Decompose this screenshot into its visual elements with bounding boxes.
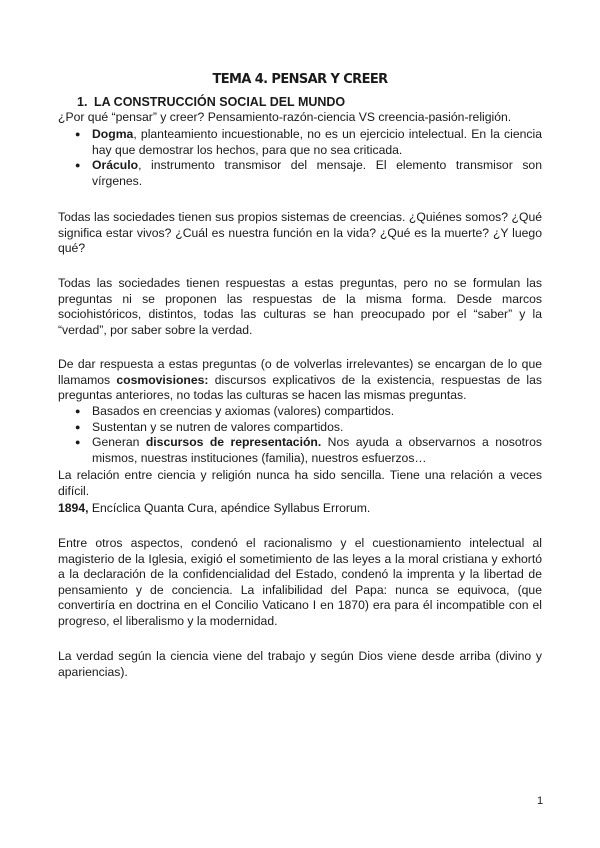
page-title: TEMA 4. PENSAR Y CREER — [212, 72, 388, 87]
list-item-text: Nos ayuda a observarnos a nosotros mismos, nuestras instituciones (familia), nuestros esfuerzos… — [92, 435, 542, 465]
list-item-term: Dogma — [92, 127, 134, 141]
intro-paragraph: ¿Por qué “pensar” y creer? Pensamiento-razón-ciencia VS creencia-pasión-religión. — [58, 110, 512, 124]
paragraph-truth: La verdad según la ciencia viene del trabajo y según Dios viene desde arriba (divino y apariencias). — [58, 649, 542, 679]
paragraph-text: Encíclica Quanta Cura, apéndice Syllabus Errorum. — [88, 501, 371, 515]
list-item-text: , planteamiento incuestionable, no es un ejercicio intelectual. En la ciencia hay que demostrar los hechos, para que no sea criticada. — [92, 127, 542, 157]
paragraph-text: discursos explicativos de la existencia, respuestas de las preguntas anteriores, no todas las culturas se hacen las mismas preguntas. — [58, 372, 542, 403]
list-item-text: Generan — [92, 435, 146, 450]
paragraph-cosmovisions — [58, 357, 542, 404]
paragraph-science-religion: La relación entre ciencia y religión nunca ha sido sencilla. Tiene una relación a veces difícil. — [58, 468, 542, 498]
paragraph-text: De dar respuesta a estas preguntas (o de volverlas irrelevantes) se encargan de lo que llamamos — [58, 357, 542, 387]
section-number: 1. — [77, 95, 88, 109]
year-label: 1894, — [58, 501, 89, 515]
list-item — [58, 158, 542, 189]
list-item — [58, 420, 542, 436]
list-item-text: Sustentan y se nutren de valores compartidos. — [92, 419, 344, 434]
bullet-list-definitions — [58, 127, 542, 189]
paragraph-answers: Todas las sociedades tienen respuestas a estas preguntas, pero no se formulan las preguntas ni se proponen las respuestas de la misma forma. Desde marcos sociohistóricos, distintos, todas las culturas se han preocupado por el “saber” y la “verdad”, por saber sobre la verdad. — [58, 276, 542, 337]
list-item-term: discursos de representación. — [145, 435, 322, 450]
paragraph-condemnations: Entre otros aspectos, condenó el racionalismo y el cuestionamiento intelectual al magisterio de la Iglesia, exigió el sometimiento de las leyes a la moral cristiana y exhortó a la declaración de la confidencialidad del Estado, condenó la imprenta y la libertad de pensamiento y de conciencia. La infalibilidad del Papa: nunca se equivoca, (que convertiría en doctrina en el Concilio Vaticano I en 1870) era para él incompatible con el progreso, el liberalismo y la modernidad. — [58, 536, 542, 628]
section-heading — [77, 95, 345, 111]
list-item-text: , instrumento transmisor del mensaje. El elemento transmisor son vírgenes. — [92, 158, 542, 188]
bullet-list-cosmovisions — [58, 404, 542, 466]
list-item-text: Basados en creencias y axiomas (valores) compartidos. — [92, 404, 395, 418]
paragraph-encyclical — [58, 501, 542, 517]
list-item — [58, 435, 542, 466]
paragraph-bold-term: cosmovisiones: — [116, 372, 209, 387]
section-heading-text: LA CONSTRUCCIÓN SOCIAL DEL MUNDO — [94, 95, 346, 109]
list-item — [58, 127, 542, 158]
list-item — [58, 404, 542, 420]
page-number: 1 — [537, 795, 544, 807]
paragraph-belief-systems: Todas las sociedades tienen sus propios sistemas de creencias. ¿Quiénes somos? ¿Qué significa estar vivos? ¿Cuál es nuestra función en la vida? ¿Qué es la muerte? ¿Y luego qué? — [58, 210, 542, 256]
list-item-term: Oráculo — [92, 158, 139, 173]
